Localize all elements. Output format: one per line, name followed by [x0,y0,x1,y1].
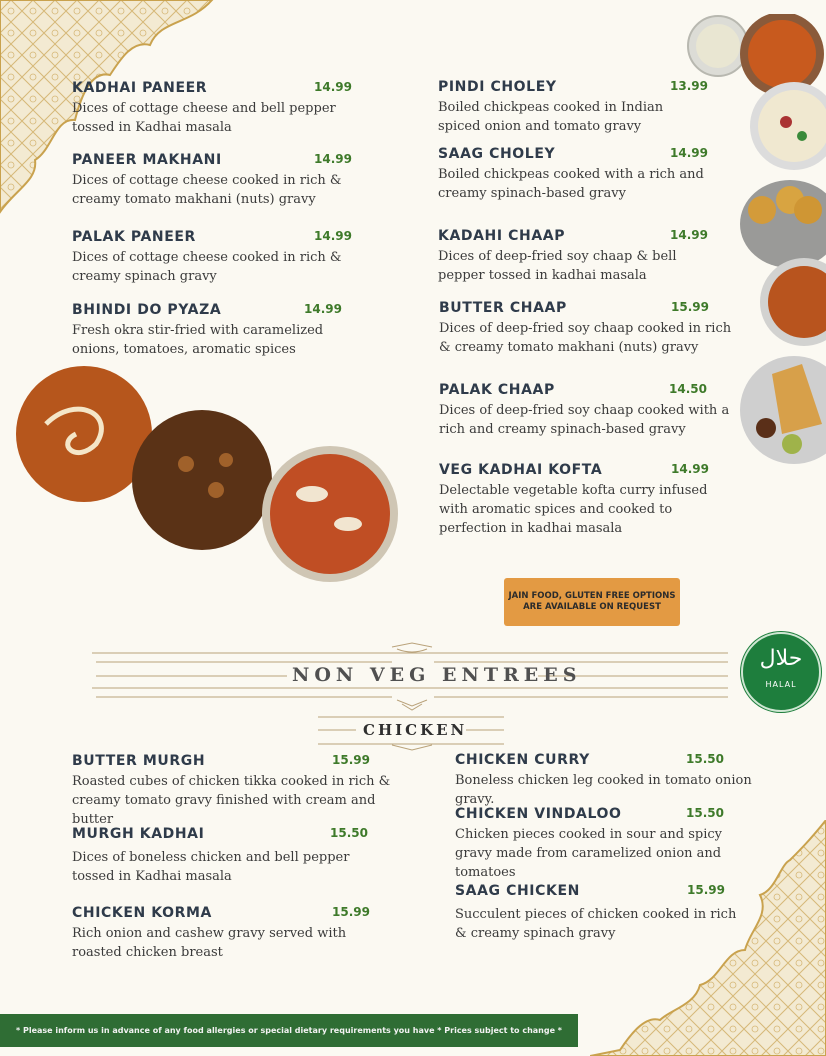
item-price: 15.50 [330,826,368,840]
item-description: Dices of cottage cheese cooked in rich & creamy spinach gravy [72,250,342,284]
item-name: PINDI CHOLEY [438,79,557,95]
item-description: Dices of cottage cheese and bell pepper tossed in Kadhai masala [72,101,336,135]
item-description: Dices of deep-fried soy chaap cooked with a rich and creamy spinach-based gravy [439,403,730,437]
item-description: Rich onion and cashew gravy served with roasted chicken breast [72,926,347,960]
item-description: Dices of deep-fried soy chaap cooked in rich & creamy tomato makhani (nuts) gravy [439,321,732,355]
item-name: KADHAI PANEER [72,80,208,96]
item-price: 14.99 [670,228,708,242]
item-name: PALAK CHAAP [439,382,555,398]
section-title: NON VEG ENTREES [292,664,582,686]
item-price: 14.50 [669,382,707,396]
item-price: 15.50 [686,806,724,820]
footer-banner [0,1014,578,1047]
item-price: 15.99 [332,753,370,767]
item-price: 14.99 [314,229,352,243]
item-price: 14.99 [314,152,352,166]
item-price: 15.50 [686,752,724,766]
item-description: Boiled chickpeas cooked in Indian spiced onion and tomato gravy [438,100,664,134]
item-description: Fresh okra stir-fried with caramelized onions, tomatoes, aromatic spices [72,323,324,357]
item-name: CHICKEN CURRY [455,752,590,768]
item-name: KADAHI CHAAP [438,228,566,244]
item-description: Roasted cubes of chicken tikka cooked in rich & creamy tomato gravy finished with cream and butter [72,774,391,827]
item-name: BUTTER MURGH [72,753,206,769]
halal-badge [741,632,821,712]
item-price: 13.99 [670,79,708,93]
footer-note: * Please inform us in advance of any food allergies or special dietary requirements you have * Prices subject to change * [16,1026,562,1035]
item-name: CHICKEN VINDALOO [455,806,622,822]
food-photo-trio-left [16,364,400,584]
item-description: Boiled chickpeas cooked with a rich and creamy spinach-based gravy [438,167,704,201]
halal-label: HALAL [765,680,797,689]
item-price: 15.99 [671,300,709,314]
subsection-title: CHICKEN [363,721,468,739]
item-description: Delectable vegetable kofta curry infused with aromatic spices and cooked to perfection in kadhai masala [439,483,708,536]
item-name: BHINDI DO PYAZA [72,302,222,318]
item-price: 15.99 [332,905,370,919]
dietary-options-notice [504,578,680,626]
item-name: MURGH KADHAI [72,826,205,842]
item-price: 14.99 [314,80,352,94]
item-description: Chicken pieces cooked in sour and spicy gravy made from caramelized onion and tomatoes [455,827,722,880]
item-name: VEG KADHAI KOFTA [439,462,603,478]
halal-arabic: حلال [759,646,803,671]
item-description: Dices of deep-fried soy chaap & bell pepper tossed in kadhai masala [438,249,677,283]
item-description: Dices of boneless chicken and bell pepper tossed in Kadhai masala [72,850,350,884]
item-price: 14.99 [671,462,709,476]
item-name: SAAG CHOLEY [438,146,556,162]
item-description: Dices of cottage cheese cooked in rich & creamy tomato makhani (nuts) gravy [72,173,342,207]
item-price: 14.99 [670,146,708,160]
item-price: 15.99 [687,883,725,897]
item-name: SAAG CHICKEN [455,883,580,899]
item-name: CHICKEN KORMA [72,905,212,921]
item-description: Succulent pieces of chicken cooked in rich & creamy spinach gravy [455,907,737,941]
item-name: BUTTER CHAAP [439,300,567,316]
item-name: PANEER MAKHANI [72,152,222,168]
notice-line: JAIN FOOD, GLUTEN FREE OPTIONS [508,591,676,601]
notice-line: ARE AVAILABLE ON REQUEST [523,602,661,612]
item-price: 14.99 [304,302,342,316]
item-name: PALAK PANEER [72,229,196,245]
item-description: Boneless chicken leg cooked in tomato onion gravy. [455,773,752,807]
